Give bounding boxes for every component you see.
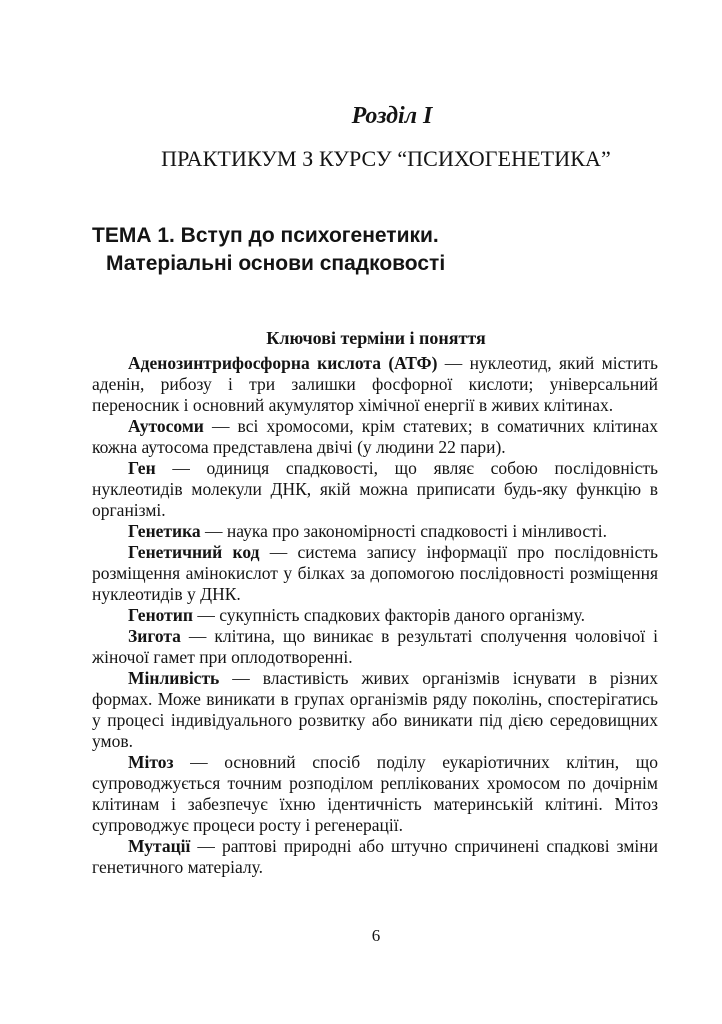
term-definition: — наука про закономірності спадковості і мінливості. [200, 521, 608, 541]
term-name: Мітоз [128, 752, 174, 772]
term-entry [92, 626, 658, 668]
term-definition: — сукупність спадкових факторів даного організму. [192, 605, 585, 625]
term-entry [92, 605, 658, 626]
term-definition: — основний спосіб поділу еукаріотичних клітин, що супроводжується точним розподілом реплікованих хромосом по дочірнім клітинам і забезпечує їхню ідентичність материнській клітині. Мітоз супроводжує процеси росту і регенерації. [92, 752, 658, 835]
topic-heading [92, 222, 672, 278]
term-name: Мутації [128, 836, 191, 856]
term-definition: — система запису інформації про послідовність розміщення амінокислот у білках за допомогою послідовності розміщення нуклеотидів у ДНК. [92, 542, 658, 604]
term-name: Мінливість [128, 668, 220, 688]
terms-heading: Ключові терміни і поняття [266, 328, 486, 348]
section-label: Розділ I [351, 103, 433, 129]
term-name: Аденозинтрифосфорна кислота (АТФ) [128, 353, 438, 373]
term-name: Генетика [128, 521, 201, 541]
term-name: Ген [128, 458, 156, 478]
term-entry [92, 752, 658, 836]
term-entry [92, 416, 658, 458]
term-name: Аутосоми [128, 416, 204, 436]
term-entry [92, 668, 658, 752]
term-definition: — клітина, що виникає в результаті сполучення чоловічої і жіночої гамет при оплодотворенні. [92, 626, 658, 667]
term-definition: — раптові природні або штучно спричинені спадкові зміни генетичного матеріалу. [92, 836, 658, 877]
term-entry [92, 836, 658, 878]
term-definition: — одиниця спадковості, що являє собою послідовність нуклеотидів молекули ДНК, якій можна приписати будь-яку функцію в організмі. [92, 458, 658, 520]
term-entry [92, 353, 658, 416]
term-entry [92, 542, 658, 605]
term-definition: — всі хромосоми, крім статевих; в соматичних клітинах кожна аутосома представлена двічі (у людини 22 пари). [92, 416, 658, 457]
term-name: Генетичний код [128, 542, 260, 562]
page-number: 6 [371, 926, 381, 945]
section-title: ПРАКТИКУМ З КУРСУ “ПСИХОГЕНЕТИКА” [161, 146, 611, 171]
term-definition: — нуклеотид, який містить аденін, рибозу і три залишки фосфорної кислоти; універсальний переносник і основний акумулятор хімічної енергії в живих клітинах. [92, 353, 658, 415]
term-name: Генотип [128, 605, 193, 625]
topic-line-1: ТЕМА 1. Вступ до психогенетики. [92, 224, 439, 247]
term-name: Зигота [128, 626, 181, 646]
topic-line-2: Матеріальні основи спадковості [106, 252, 446, 275]
term-entry [92, 521, 658, 542]
term-entry [92, 458, 658, 521]
term-definition: — властивість живих організмів існувати в різних формах. Може виникати в групах організмів ряду поколінь, спостерігатись у процесі індивідуального розвитку або виникати під дією середовищних умов. [92, 668, 658, 751]
terms-list [92, 353, 658, 878]
